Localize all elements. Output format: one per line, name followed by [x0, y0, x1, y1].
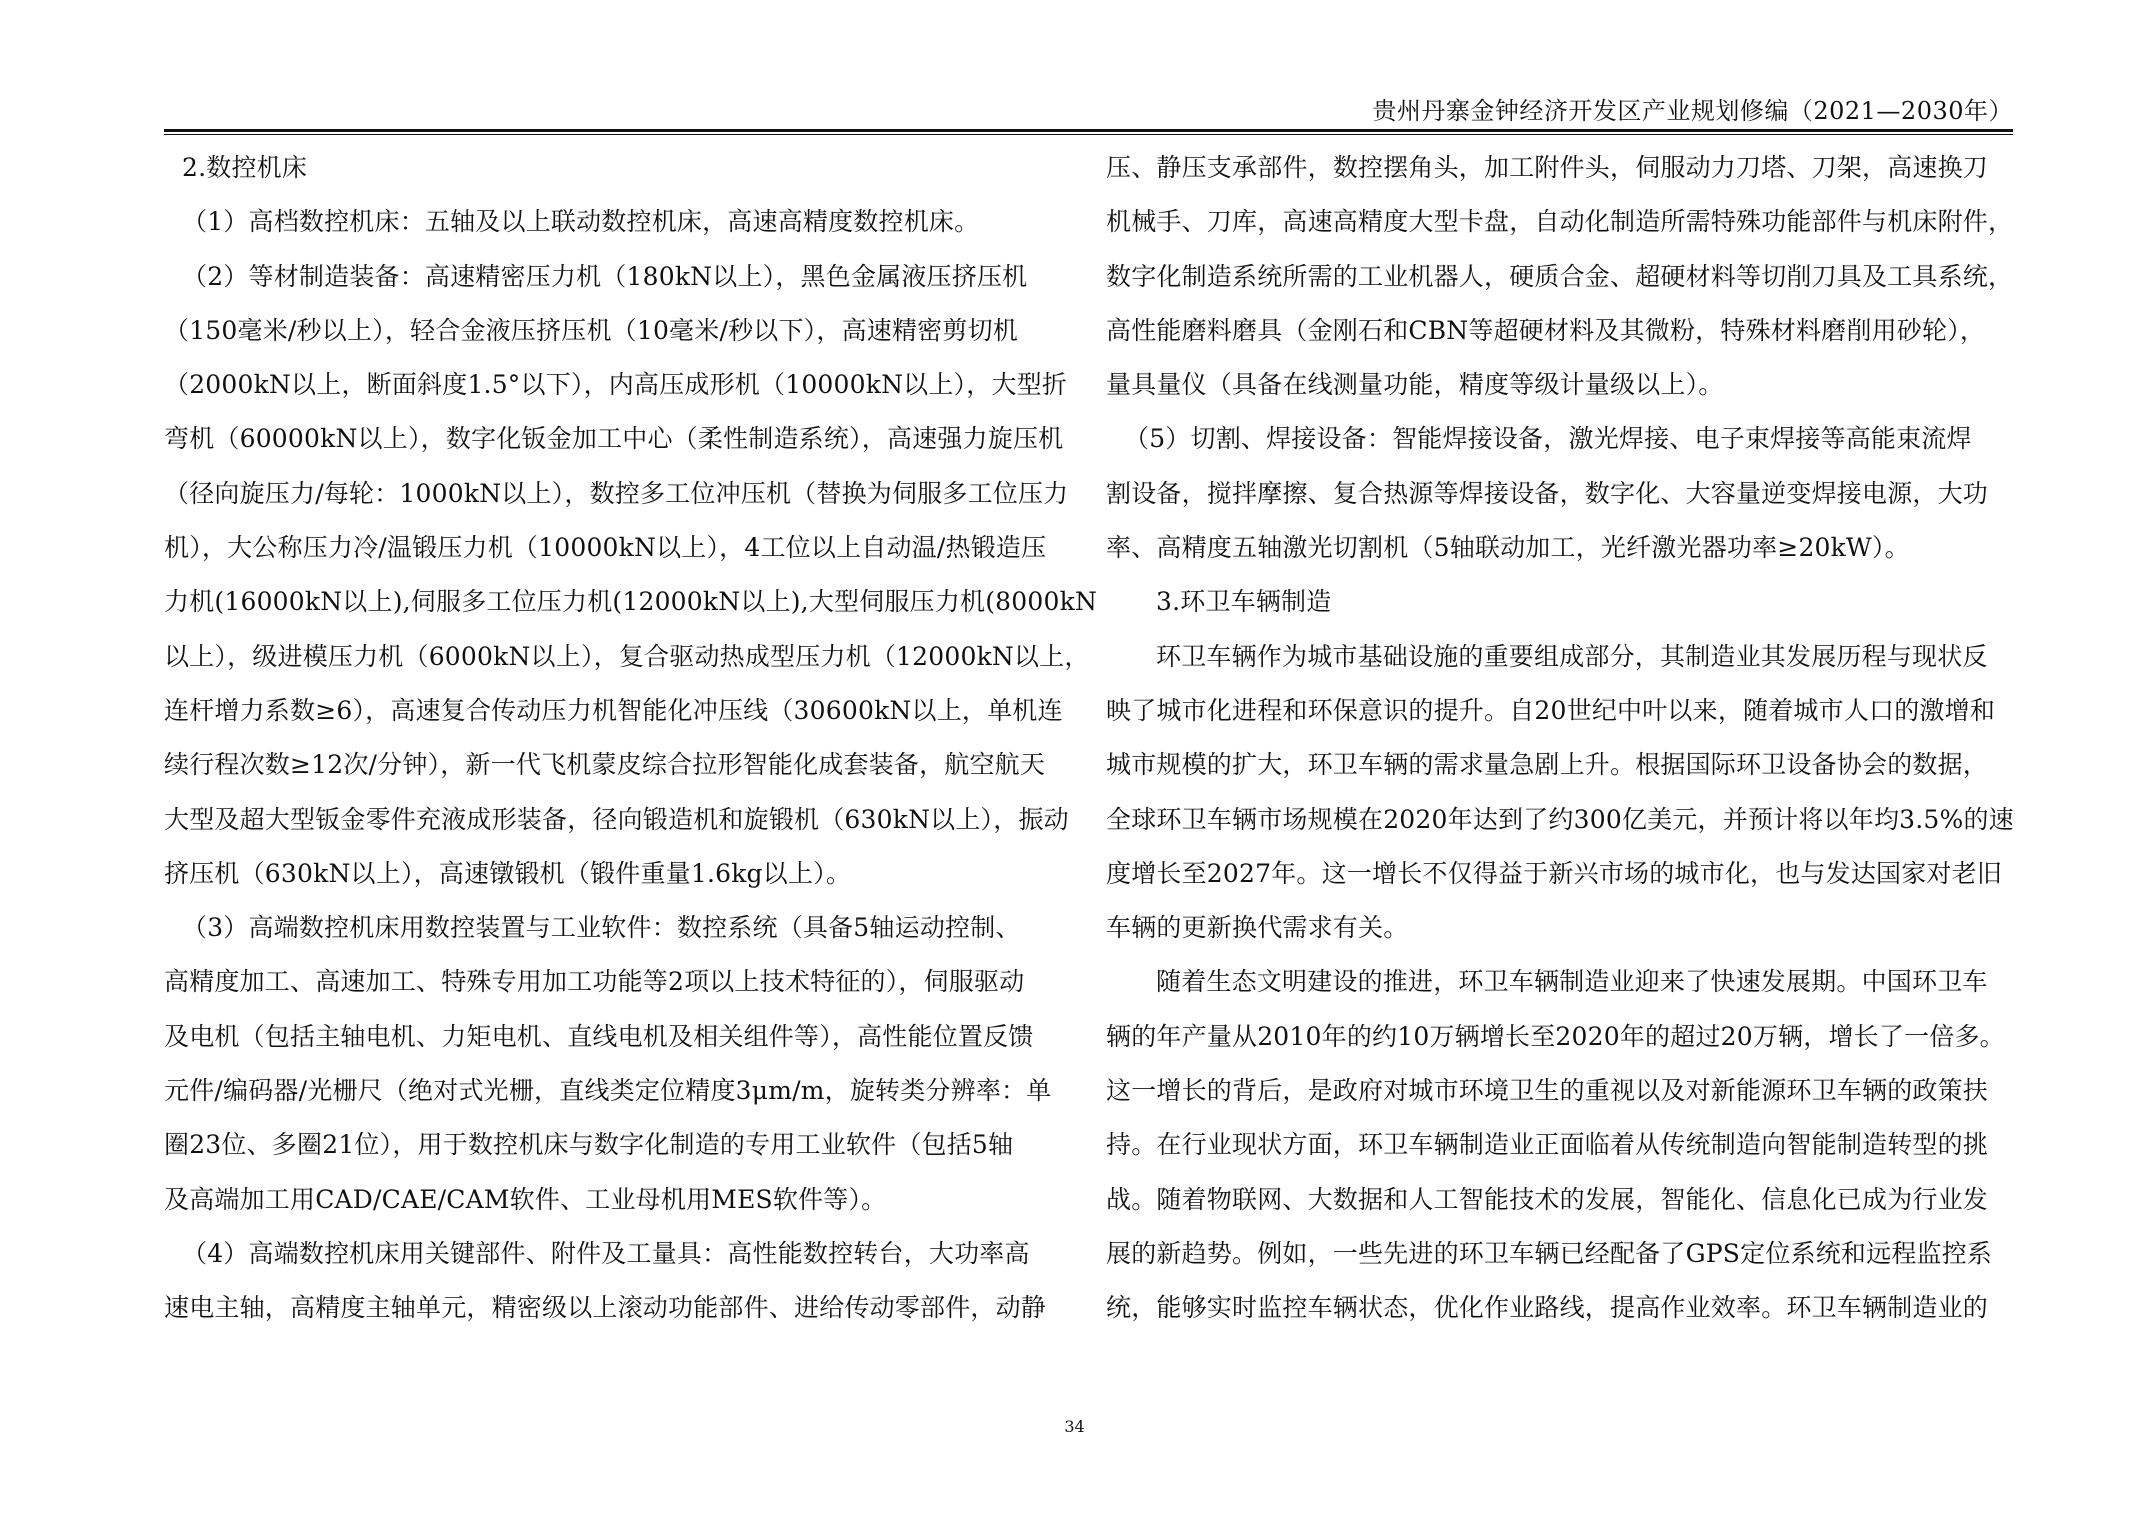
paragraph-line: 数字化制造系统所需的工业机器人，硬质合金、超硬材料等切削刀具及工具系统，: [1106, 261, 2014, 291]
paragraph-line: 以上），级进模压力机（6000kN以上），复合驱动热成型压力机（12000kN以上，: [164, 641, 1090, 671]
paragraph-line: （2）等材制造装备：高速精密压力机（180kN以上），黑色金属液压挤压机: [182, 261, 1028, 291]
page-number: 34: [1064, 1417, 1085, 1436]
page-header-title: 贵州丹寨金钟经济开发区产业规划修编（2021—2030年）: [1372, 97, 2013, 125]
paragraph-line: （150毫米/秒以上），轻合金液压挤压机（10毫米/秒以下），高速精密剪切机: [164, 315, 1018, 345]
paragraph-line: 及电机（包括主轴电机、力矩电机、直线电机及相关组件等），高性能位置反馈: [164, 1021, 1034, 1051]
paragraph-line: 车辆的更新换代需求有关。: [1106, 913, 1409, 943]
paragraph-line: 挤压机（630kN以上），高速镦锻机（锻件重量1.6kg以上）。: [164, 858, 852, 888]
paragraph-line: （5）切割、焊接设备：智能焊接设备，激光焊接、电子束焊接等高能束流焊: [1124, 424, 1972, 454]
paragraph-line: 环卫车辆作为城市基础设施的重要组成部分，其制造业其发展历程与现状反: [1156, 641, 1988, 671]
paragraph-line: 全球环卫车辆市场规模在2020年达到了约300亿美元，并预计将以年均3.5%的速: [1106, 804, 2014, 834]
paragraph-line: 机械手、刀库，高速高精度大型卡盘，自动化制造所需特殊功能部件与机床附件，: [1106, 207, 2014, 237]
section-heading-cnc-machine-tools: 2.数控机床: [182, 153, 308, 182]
paragraph-line: 这一增长的背后，是政府对城市环境卫生的重视以及对新能源环卫车辆的政策扶: [1106, 1076, 1989, 1106]
paragraph-line: 战。随着物联网、大数据和人工智能技术的发展，智能化、信息化已成为行业发: [1106, 1184, 1989, 1214]
header-rule-thin: [164, 134, 2013, 135]
paragraph-line: 圈23位、多圈21位），用于数控机床与数字化制造的专用工业软件（包括5轴: [164, 1130, 1014, 1160]
paragraph-line: 连杆增力系数≥6），高速复合传动压力机智能化冲压线（30600kN以上，单机连: [164, 695, 1063, 725]
paragraph-line: 统，能够实时监控车辆状态，优化作业路线，提高作业效率。环卫车辆制造业的: [1106, 1293, 1989, 1323]
paragraph-line: 持。在行业现状方面，环卫车辆制造业正面临着从传统制造向智能制造转型的挑: [1106, 1130, 1989, 1160]
paragraph-line: 高精度加工、高速加工、特殊专用加工功能等2项以上技术特征的），伺服驱动: [164, 967, 1025, 997]
paragraph-line: 量具量仪（具备在线测量功能，精度等级计量级以上）。: [1106, 370, 1724, 400]
header-rule-thick: [164, 129, 2013, 132]
paragraph-line: 大型及超大型钣金零件充液成形装备，径向锻造机和旋锻机（630kN以上），振动: [164, 804, 1069, 834]
paragraph-line: 机），大公称压力冷/温锻压力机（10000kN以上），4工位以上自动温/热锻造压: [164, 533, 1047, 563]
section-heading-sanitation-vehicles: 3.环卫车辆制造: [1156, 587, 1332, 617]
paragraph-line: （4）高端数控机床用关键部件、附件及工量具：高性能数控转台，大功率高: [182, 1238, 1030, 1268]
paragraph-line: 展的新趋势。例如，一些先进的环卫车辆已经配备了GPS定位系统和远程监控系: [1106, 1238, 1993, 1268]
left-text-column: [164, 148, 1098, 1343]
paragraph-line: （径向旋压力/每轮：1000kN以上），数控多工位冲压机（替换为伺服多工位压力: [164, 478, 1069, 508]
paragraph-line: 速电主轴，高精度主轴单元，精密级以上滚动功能部件、进给传动零部件，动静: [164, 1293, 1047, 1323]
paragraph-line: 压、静压支承部件，数控摆角头，加工附件头，伺服动力刀塔、刀架，高速换刀: [1106, 153, 1989, 182]
paragraph-line: 续行程次数≥12次/分钟），新一代飞机蒙皮综合拉形智能化成套装备，航空航天: [164, 750, 1046, 780]
paragraph-line: 及高端加工用CAD/CAE/CAM软件、工业母机用MES软件等）。: [164, 1184, 887, 1214]
paragraph-line: 城市规模的扩大，环卫车辆的需求量急剧上升。根据国际环卫设备协会的数据，: [1106, 750, 1989, 780]
paragraph-line: （3）高端数控机床用数控装置与工业软件：数控系统（具备5轴运动控制、: [182, 913, 1021, 943]
right-text-column: [1106, 148, 2014, 1343]
paragraph-line: 映了城市化进程和环保意识的提升。自20世纪中叶以来，随着城市人口的激增和: [1106, 695, 1996, 725]
paragraph-line: 率、高精度五轴激光切割机（5轴联动加工，光纤激光器功率≥20kW）。: [1106, 533, 1910, 563]
paragraph-line: 随着生态文明建设的推进，环卫车辆制造业迎来了快速发展期。中国环卫车: [1156, 967, 1988, 997]
paragraph-line: 辆的年产量从2010年的约10万辆增长至2020年的超过20万辆，增长了一倍多。: [1106, 1021, 2005, 1051]
paragraph-line: （1）高档数控机床：五轴及以上联动数控机床，高速高精度数控机床。: [182, 207, 980, 237]
paragraph-line: 高性能磨料磨具（金刚石和CBN等超硬材料及其微粉，特殊材料磨削用砂轮），: [1106, 315, 1986, 345]
paragraph-line: 弯机（60000kN以上），数字化钣金加工中心（柔性制造系统），高速强力旋压机: [164, 424, 1064, 454]
paragraph-line: （2000kN以上，断面斜度1.5°以下），内高压成形机（10000kN以上），大型折: [164, 370, 1068, 400]
paragraph-line: 度增长至2027年。这一增长不仅得益于新兴市场的城市化，也与发达国家对老旧: [1106, 858, 2003, 888]
paragraph-line: 割设备，搅拌摩擦、复合热源等焊接设备，数字化、大容量逆变焊接电源，大功: [1106, 478, 1989, 508]
paragraph-line: 元件/编码器/光栅尺（绝对式光栅，直线类定位精度3μm/m，旋转类分辨率：单: [164, 1076, 1052, 1106]
paragraph-line: 力机(16000kN以上),伺服多工位压力机(12000kN以上),大型伺服压力机(8000kN: [164, 587, 1098, 617]
